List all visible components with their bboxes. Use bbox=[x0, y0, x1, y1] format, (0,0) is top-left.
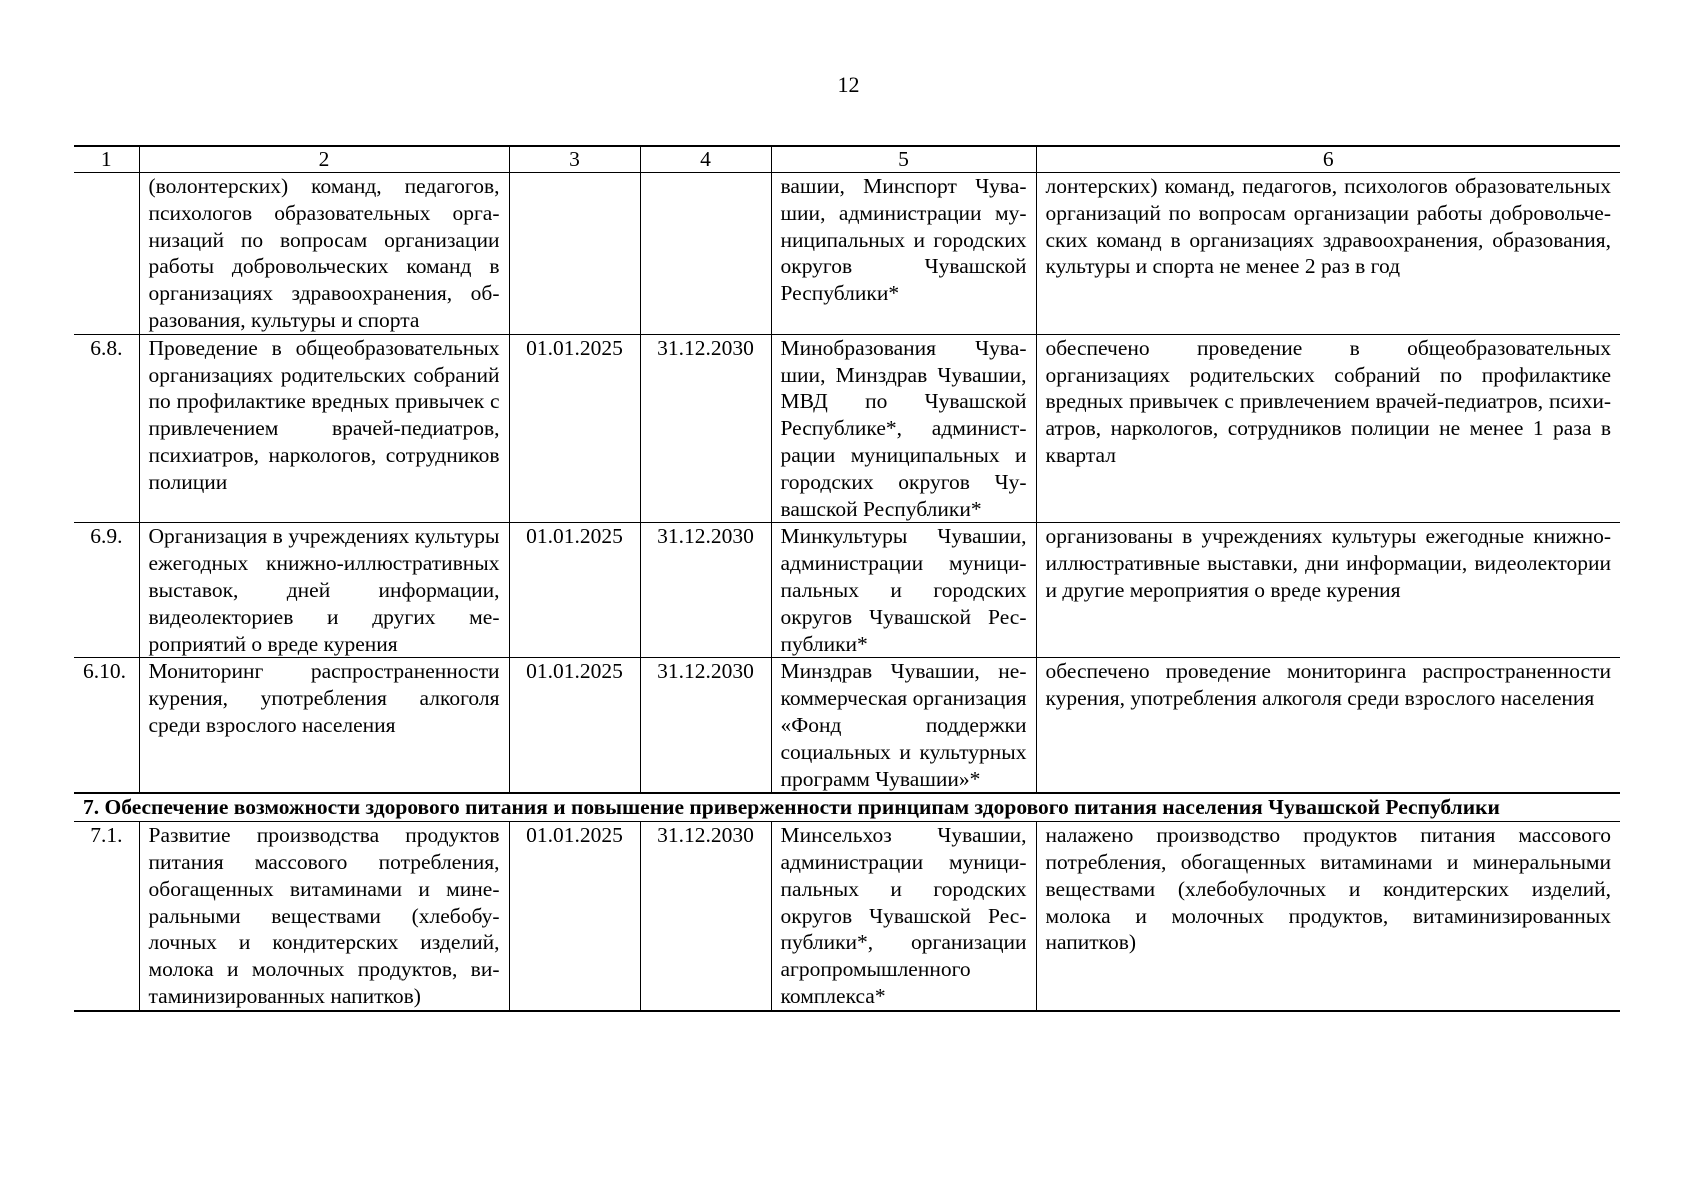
section-heading: 7. Обеспечение возможности здорового питания и повышение приверженности принципам здорового питания населения Чувашской Республики bbox=[74, 793, 1620, 821]
executors-cell: Минздрав Чувашии, некоммерческая организация «Фонд поддержки социальных и культурных программ Чувашии»* bbox=[771, 658, 1036, 793]
end-date-cell: 31.12.2030 bbox=[640, 334, 771, 523]
end-date-cell: 31.12.2030 bbox=[640, 523, 771, 658]
column-header: 6 bbox=[1036, 146, 1620, 173]
end-date-cell: 31.12.2030 bbox=[640, 658, 771, 793]
table-row bbox=[74, 173, 1620, 335]
row-number bbox=[74, 173, 139, 335]
column-header-row bbox=[74, 146, 1620, 173]
result-cell: лонтерских) команд, педагогов, психологов образовательных организаций по вопросам организации работы добровольческих команд в организациях здравоохранения, образования, культуры и спорта не менее 2 раз в год bbox=[1036, 173, 1620, 335]
row-number: 6.8. bbox=[74, 334, 139, 523]
measure-cell: (волонтерских) команд, педагогов, психологов образовательных организаций по вопросам организации работы добровольческих команд в организациях здравоохранения, образования, культуры и спорта bbox=[139, 173, 509, 335]
column-header: 4 bbox=[640, 146, 771, 173]
column-header: 5 bbox=[771, 146, 1036, 173]
page-number: 12 bbox=[837, 72, 860, 97]
start-date-cell: 01.01.2025 bbox=[509, 523, 640, 658]
result-cell: организованы в учреждениях культуры ежегодные книжно-иллюстративные выставки, дни информации, видеолектории и другие мероприятия о вреде курения bbox=[1036, 523, 1620, 658]
executors-cell: вашии, Минспорт Чувашии, администрации муниципальных и городских округов Чувашской Республики* bbox=[771, 173, 1036, 335]
row-number: 6.9. bbox=[74, 523, 139, 658]
measure-cell: Мониторинг распространенности курения, употребления алкоголя среди взрослого населения bbox=[139, 658, 509, 793]
start-date-cell: 01.01.2025 bbox=[509, 822, 640, 1011]
table-row bbox=[74, 822, 1620, 1011]
measure-cell: Развитие производства продуктов питания массового потребления, обогащенных витаминами и минеральными веществами (хлебобулочных и кондитерских изделий, молока и молочных продуктов, витаминизированных напитков) bbox=[139, 822, 509, 1011]
measure-cell: Организация в учреждениях культуры ежегодных книжно-иллюстративных выставок, дней информации, видеолекториев и других мероприятий о вреде курения bbox=[139, 523, 509, 658]
executors-cell: Минсельхоз Чувашии, администрации муниципальных и городских округов Чувашской Республики*, организации агропромышленного комплекса* bbox=[771, 822, 1036, 1011]
executors-cell: Минобразования Чувашии, Минздрав Чувашии, МВД по Чувашской Республике*, администрации муниципальных и городских округов Чувашской Республики* bbox=[771, 334, 1036, 523]
result-cell: налажено производство продуктов питания массового потребления, обогащенных витаминами и минеральными веществами (хлебобулочных и кондитерских изделий, молока и молочных продуктов, витаминизированных напитков) bbox=[1036, 822, 1620, 1011]
row-number: 6.10. bbox=[74, 658, 139, 793]
end-date-cell bbox=[640, 173, 771, 335]
column-header: 3 bbox=[509, 146, 640, 173]
end-date-cell: 31.12.2030 bbox=[640, 822, 771, 1011]
result-cell: обеспечено проведение мониторинга распространенности курения, употребления алкоголя среди взрослого населения bbox=[1036, 658, 1620, 793]
table-row bbox=[74, 523, 1620, 658]
result-cell: обеспечено проведение в общеобразовательных организациях родительских собраний по профилактике вредных привычек с привлечением врачей-педиатров, психиатров, наркологов, сотрудников полиции не менее 1 раза в квартал bbox=[1036, 334, 1620, 523]
column-header: 2 bbox=[139, 146, 509, 173]
section-heading-row bbox=[74, 793, 1620, 821]
table-row bbox=[74, 658, 1620, 793]
measures-table bbox=[74, 145, 1620, 1012]
start-date-cell: 01.01.2025 bbox=[509, 658, 640, 793]
row-number: 7.1. bbox=[74, 822, 139, 1011]
start-date-cell bbox=[509, 173, 640, 335]
column-header: 1 bbox=[74, 146, 139, 173]
measure-cell: Проведение в общеобразовательных организациях родительских собраний по профилактике вредных привычек с привлечением врачей-педиатров, психиатров, наркологов, сотрудников полиции bbox=[139, 334, 509, 523]
table-row bbox=[74, 334, 1620, 523]
start-date-cell: 01.01.2025 bbox=[509, 334, 640, 523]
executors-cell: Минкультуры Чувашии, администрации муниципальных и городских округов Чувашской Республики* bbox=[771, 523, 1036, 658]
